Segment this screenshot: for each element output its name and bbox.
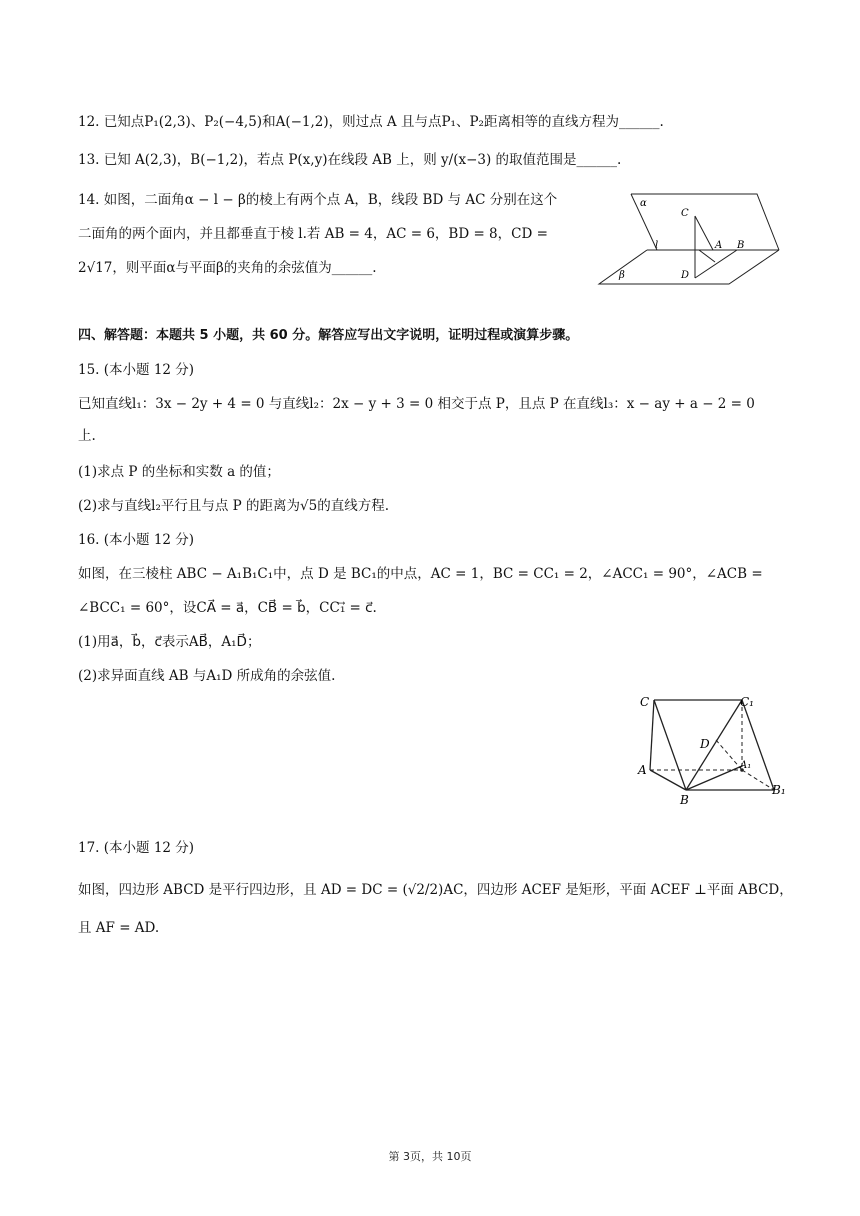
fig1-label-alpha: α	[640, 198, 647, 209]
fig1-label-beta: β	[619, 270, 625, 281]
fig1-label-C: C	[681, 208, 689, 219]
fig1-label-l: l	[655, 240, 659, 251]
prism-figure	[636, 690, 796, 808]
question-12: 12. 已知点P₁(2,3)、P₂(−4,5)和A(−1,2)，则过点 A 且与点P₁、P₂距离相等的直线方程为______.	[78, 114, 664, 130]
question-16-line2: ∠BCC₁ = 60°，设CA⃗ = a⃗，CB⃗ = b⃗，CC₁⃗ = c⃗.	[78, 600, 377, 616]
question-15-part2: (2)求与直线l₂平行且与点 P 的距离为√5的直线方程.	[78, 498, 390, 514]
question-16-part2: (2)求异面直线 AB 与A₁D 所成角的余弦值.	[78, 668, 336, 684]
section-heading: 四、解答题：本题共 5 小题，共 60 分。解答应写出文字说明，证明过程或演算步骤。	[78, 328, 579, 343]
question-16-title: 16. (本小题 12 分)	[78, 532, 195, 548]
fig2-label-B: B	[680, 793, 689, 807]
question-15-line1: 已知直线l₁：3x − 2y + 4 = 0 与直线l₂：2x − y + 3 = 0 相交于点 P，且点 P 在直线l₃：x − ay + a − 2 = 0	[78, 396, 755, 412]
question-14-line1: 14. 如图，二面角α − l − β的棱上有两个点 A，B，线段 BD 与 AC 分别在这个	[78, 192, 558, 208]
fig1-label-D: D	[681, 270, 690, 281]
dihedral-angle-figure	[595, 188, 785, 288]
question-14-line2: 二面角的两个面内，并且都垂直于棱 l.若 AB = 4，AC = 6，BD = 8，CD =	[78, 226, 548, 242]
question-17-line2: 且 AF = AD.	[78, 920, 160, 936]
question-17-line1: 如图，四边形 ABCD 是平行四边形，且 AD = DC = (√2/2)AC，四边形 ACEF 是矩形，平面 ACEF ⊥平面 ABCD，	[78, 882, 793, 898]
question-13: 13. 已知 A(2,3)，B(−1,2)，若点 P(x,y)在线段 AB 上，则 y/(x−3) 的取值范围是______.	[78, 152, 622, 168]
question-15-title: 15. (本小题 12 分)	[78, 362, 195, 378]
question-16-line1: 如图，在三棱柱 ABC − A₁B₁C₁中，点 D 是 BC₁的中点，AC = 1，BC = CC₁ = 2，∠ACC₁ = 90°，∠ACB =	[78, 566, 763, 582]
fig1-label-A: A	[715, 240, 723, 251]
fig2-label-C1: C₁	[740, 695, 754, 709]
fig2-label-B1: B₁	[772, 783, 786, 797]
page-footer: 第 3页，共 10页	[388, 1150, 472, 1163]
question-17-title: 17. (本小题 12 分)	[78, 840, 195, 856]
question-14-line3: 2√17，则平面α与平面β的夹角的余弦值为______.	[78, 260, 377, 276]
fig2-label-C: C	[640, 695, 650, 709]
question-15-part1: (1)求点 P 的坐标和实数 a 的值；	[78, 464, 280, 480]
question-15-line2: 上.	[78, 428, 96, 444]
fig2-label-A: A	[638, 763, 647, 777]
fig2-label-D: D	[700, 737, 710, 751]
fig2-label-A1: A₁	[740, 760, 752, 771]
fig1-label-B: B	[737, 240, 745, 251]
question-16-part1: (1)用a⃗，b⃗，c⃗表示AB⃗，A₁D⃗；	[78, 634, 261, 650]
